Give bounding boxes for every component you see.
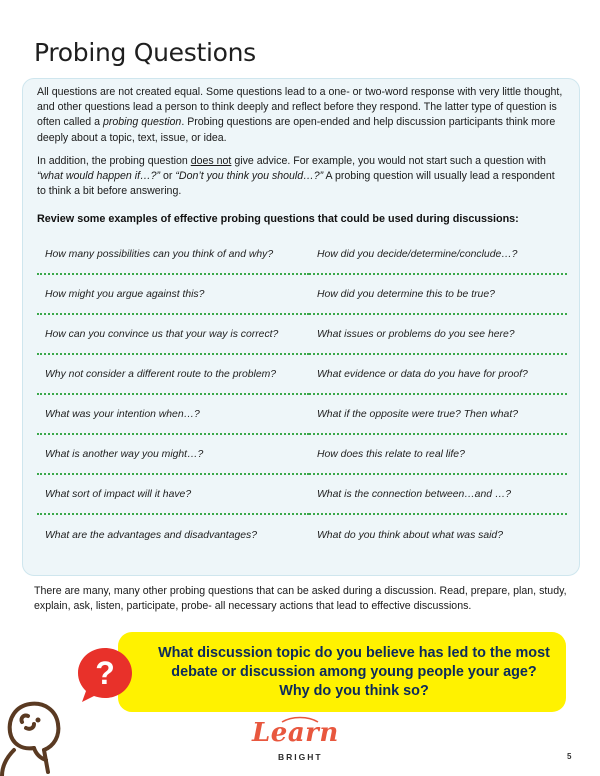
probing-question-item: What is the connection between…and …? — [309, 475, 567, 515]
intro-p2-or: or — [160, 170, 176, 183]
intro-p1-text: All questions are not created equal. Some questions lead to a one- or two-word response with very little thought, and other questions lead a person to think deeply and reflect before they respond. The latter type of question is often called a — [37, 86, 563, 129]
intro-p1-emphasis: probing question — [102, 116, 182, 129]
page-title: Probing Questions — [34, 38, 256, 67]
page-number: 5 — [567, 752, 572, 761]
probing-question-item: How might you argue against this? — [37, 275, 309, 315]
discussion-callout — [118, 632, 566, 712]
probing-question-item: How did you determine this to be true? — [309, 275, 567, 315]
content-panel — [22, 78, 580, 576]
probing-question-item: What issues or problems do you see here? — [309, 315, 567, 355]
probing-question-item: What evidence or data do you have for proof? — [309, 355, 567, 395]
intro-paragraph-2 — [37, 154, 565, 200]
callout-question: What discussion topic do you believe has led to the most debate or discussion among young people your age? Why do you think so? — [158, 644, 550, 699]
probing-question-item: What do you think about what was said? — [317, 529, 503, 541]
intro-p2-quote-1: “what would happen if…?” — [37, 170, 161, 183]
intro-paragraph-1 — [37, 85, 565, 146]
probing-question-item: What are the advantages and disadvantages? — [45, 529, 258, 541]
bubble-question-mark: ? — [95, 655, 115, 691]
intro-p2-text-mid: give advice. For example, you would not start such a question with — [231, 154, 546, 167]
probing-question-item: What sort of impact will it have? — [37, 475, 309, 515]
probing-question-item: What was your intention when…? — [37, 395, 309, 435]
probing-question-item: How does this relate to real life? — [309, 435, 567, 475]
probing-question-item: How can you convince us that your way is correct? — [37, 315, 309, 355]
probing-question-item: Why not consider a different route to the problem? — [37, 355, 309, 395]
outro-paragraph: There are many, many other probing questions that can be asked during a discussion. Read, prepare, plan, study, explain, ask, listen, participate, probe- all necessary actions that lead to effective discussions. — [34, 585, 567, 613]
intro-p1-text-end: . Probing questions are open-ended and help discussion participants think more deeply about a topic, text, issue, or idea. — [37, 116, 556, 144]
review-heading: Review some examples of effective probing questions that could be used during discussions: — [37, 213, 519, 226]
probing-question-item: What is another way you might…? — [37, 435, 309, 475]
intro-p2-quote-2: “Don’t you think you should…?” — [175, 170, 324, 183]
logo-bright-text: BRIGHT — [278, 752, 323, 762]
probing-question-item: What if the opposite were true? Then what? — [309, 395, 567, 435]
intro-text — [37, 85, 565, 199]
learn-bright-logo — [246, 718, 356, 768]
probing-question-item: How many possibilities can you think of and why? — [37, 235, 309, 275]
logo-learn-text: Learn — [252, 718, 339, 748]
intro-p2-text-end: A probing question will usually lead a respondent to think a bit before answering. — [37, 170, 555, 198]
intro-p2-underline: does not — [190, 154, 232, 167]
intro-p2-text: In addition, the probing question — [37, 154, 191, 167]
probing-question-item: How did you decide/determine/conclude…? — [309, 235, 567, 275]
question-grid — [37, 235, 565, 555]
thinking-person-icon — [0, 688, 110, 776]
